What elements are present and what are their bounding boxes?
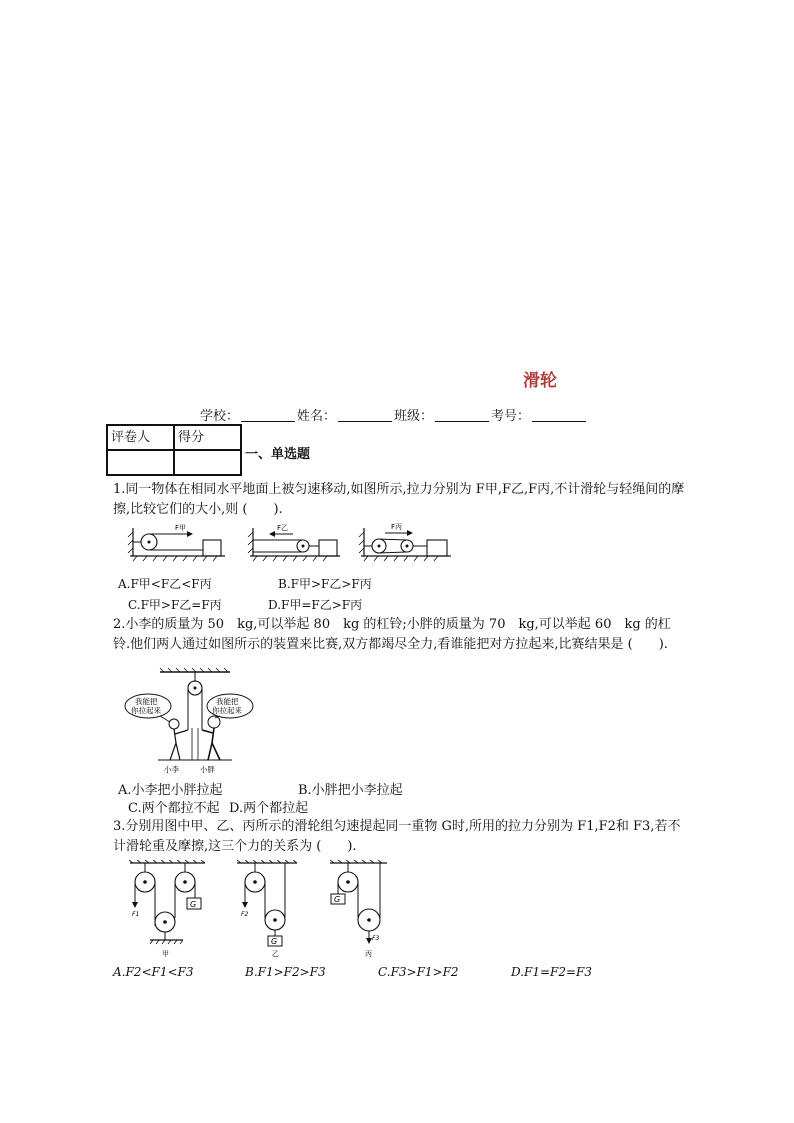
school-label: 学校： — [200, 409, 240, 424]
class-label: 班级： — [394, 409, 434, 424]
student-info-line — [200, 405, 588, 424]
question-2-text: 2.小李的质量为 50 kg,可以举起 80 kg 的杠铃;小胖的质量为 70 kg,可以举起 60 kg 的杠铃.他们两人通过如图所示的装置来比赛,双方都竭尽全力,看谁能把对方拉起来,比赛结果是 ( ). — [113, 617, 671, 652]
force-f3: F3 — [372, 935, 380, 942]
q1-option-a[interactable]: A.F甲<F乙<F丙 — [118, 577, 212, 591]
q2-option-a[interactable]: A.小李把小胖拉起 — [118, 783, 223, 798]
q1-option-c[interactable]: C.F甲>F乙=F丙 — [128, 598, 222, 612]
name-left: 小李 — [164, 765, 179, 774]
force-label-bing: F丙 — [391, 523, 403, 531]
number-label: 考号： — [491, 409, 531, 424]
q1-option-d[interactable]: D.F甲=F乙>F丙 — [268, 598, 363, 612]
figure-3-bing — [330, 860, 387, 958]
force-f2: F2 — [241, 911, 249, 918]
force-label-yi: F乙 — [277, 524, 289, 532]
name-right: 小胖 — [200, 765, 215, 774]
figure-1-jia — [128, 524, 225, 561]
question-1-figure — [125, 520, 455, 562]
q3-option-b[interactable]: B.F1>F2>F3 — [245, 965, 326, 979]
q2-option-c[interactable]: C.两个都拉不起 — [128, 801, 220, 816]
page-title: 滑轮 — [523, 371, 557, 391]
number-blank — [532, 421, 586, 422]
q2-option-d[interactable]: D.两个都拉起 — [229, 801, 309, 816]
q3-option-c[interactable]: C.F3>F1>F2 — [378, 965, 459, 979]
figure-3-yi — [237, 860, 297, 958]
weight-jia: G — [190, 900, 197, 909]
figure-1-yi — [248, 524, 340, 561]
figure-3-jia — [129, 860, 205, 958]
bubble-right-line-2: 你拉起来 — [212, 706, 242, 715]
score-cell — [174, 450, 241, 475]
reviewer-cell — [107, 450, 174, 475]
weight-yi: G — [271, 937, 278, 946]
q3-option-d[interactable]: D.F1=F2=F3 — [511, 965, 592, 979]
class-blank — [435, 421, 489, 422]
weight-bing: G — [334, 895, 341, 904]
name-label: 姓名： — [297, 409, 337, 424]
section-heading: 一、单选题 — [245, 447, 311, 462]
q3-option-a[interactable]: A.F2<F1<F3 — [113, 965, 194, 979]
force-f1: F1 — [132, 911, 140, 918]
question-2-figure — [120, 668, 260, 778]
school-blank — [241, 421, 295, 422]
score-table — [106, 424, 242, 476]
force-label-jia: F甲 — [175, 524, 187, 532]
caption-jia: 甲 — [162, 950, 169, 958]
question-3-text: 3.分别用图中甲、乙、丙所示的滑轮组匀速提起同一重物 G时,所用的拉力分别为 F1,F2和 F3,若不计滑轮重及摩擦,这三个力的关系为 ( ). — [113, 819, 681, 854]
caption-yi: 乙 — [272, 950, 279, 958]
q1-option-b[interactable]: B.F甲>F乙>F丙 — [278, 577, 372, 591]
question-1-text: 1.同一物体在相同水平地面上被匀速移动,如图所示,拉力分别为 F甲,F乙,F丙,不计滑轮与轻绳间的摩擦,比较它们的大小,则 ( ). — [113, 482, 685, 517]
q2-option-b[interactable]: B.小胖把小李拉起 — [298, 783, 403, 798]
bubble-left-line-1: 我能把 — [135, 697, 158, 706]
name-blank — [338, 421, 392, 422]
figure-1-bing — [359, 523, 451, 561]
bubble-right-line-1: 我能把 — [216, 697, 239, 706]
caption-bing: 丙 — [365, 950, 372, 958]
reviewer-header: 评卷人 — [107, 425, 174, 450]
score-header: 得分 — [174, 425, 241, 450]
bubble-left-line-2: 你拉起来 — [131, 706, 161, 715]
question-3-figure — [125, 860, 395, 960]
